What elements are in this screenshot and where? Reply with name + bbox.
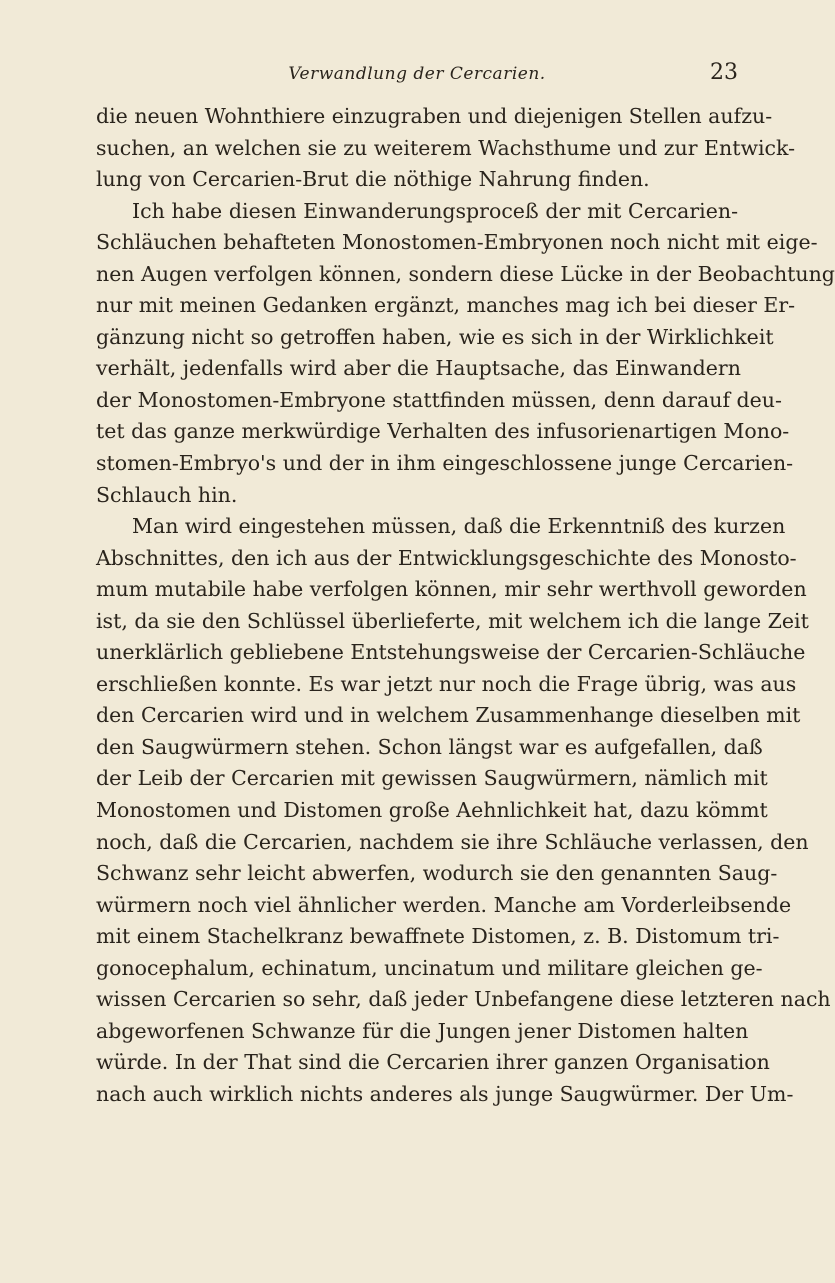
text-line: stomen-Embryo's und der in ihm eingeschlossene junge Cercarien- xyxy=(96,451,794,476)
text-line: gänzung nicht so getroffen haben, wie es sich in der Wirklichkeit xyxy=(96,324,774,349)
text-line: Monostomen und Distomen große Aehnlichkeit hat, dazu kömmt xyxy=(96,798,768,823)
page-header xyxy=(96,60,738,92)
text-line: verhält, jedenfalls wird aber die Hauptsache, das Einwandern xyxy=(96,356,741,381)
page-number: 23 xyxy=(710,60,738,85)
text-line: wissen Cercarien so sehr, daß jeder Unbefangene diese letzteren nach xyxy=(96,987,831,1012)
text-line: Abschnittes, den ich aus der Entwicklungsgeschichte des Monosto- xyxy=(96,545,797,570)
text-line: nur mit meinen Gedanken ergänzt, manches mag ich bei dieser Er- xyxy=(96,293,796,318)
running-title: Verwandlung der Cercarien. xyxy=(288,64,546,84)
text-line: Schläuchen behafteten Monostomen-Embryonen noch nicht mit eige- xyxy=(96,230,818,255)
text-line: unerklärlich gebliebene Entstehungsweise der Cercarien-Schläuche xyxy=(96,640,806,665)
text-line: tet das ganze merkwürdige Verhalten des infusorienartigen Mono- xyxy=(96,419,790,444)
text-line: lung von Cercarien-Brut die nöthige Nahrung finden. xyxy=(96,167,650,192)
text-line: würmern noch viel ähnlicher werden. Manche am Vorderleibsende xyxy=(96,892,792,917)
text-line: erschließen konnte. Es war jetzt nur noch die Frage übrig, was aus xyxy=(96,671,797,696)
text-line: mit einem Stachelkranz bewaffnete Distomen, z. B. Distomum tri- xyxy=(96,924,780,949)
body-text xyxy=(96,101,835,1111)
text-line: mum mutabile habe verfolgen können, mir sehr werthvoll geworden xyxy=(96,577,807,602)
text-line: ist, da sie den Schlüssel überlieferte, mit welchem ich die lange Zeit xyxy=(96,608,809,633)
text-line: gonocephalum, echinatum, uncinatum und militare gleichen ge- xyxy=(96,955,763,980)
text-line: noch, daß die Cercarien, nachdem sie ihre Schläuche verlassen, den xyxy=(96,829,809,854)
text-line: den Cercarien wird und in welchem Zusammenhange dieselben mit xyxy=(96,703,801,728)
text-line: nach auch wirklich nichts anderes als junge Saugwürmer. Der Um- xyxy=(96,1081,794,1106)
text-line: nen Augen verfolgen können, sondern diese Lücke in der Beobachtung xyxy=(96,261,835,286)
text-line: Ich habe diesen Einwanderungsproceß der mit Cercarien- xyxy=(132,198,738,223)
text-line: Schwanz sehr leicht abwerfen, wodurch sie den genannten Saug- xyxy=(96,861,778,886)
text-line: der Leib der Cercarien mit gewissen Saugwürmern, nämlich mit xyxy=(96,766,768,791)
text-line: abgeworfenen Schwanze für die Jungen jener Distomen halten xyxy=(96,1018,749,1043)
text-line: würde. In der That sind die Cercarien ihrer ganzen Organisation xyxy=(96,1050,770,1075)
text-line: der Monostomen-Embryone stattfinden müssen, denn darauf deu- xyxy=(96,387,782,412)
text-line: suchen, an welchen sie zu weiterem Wachsthume und zur Entwick- xyxy=(96,135,796,160)
text-line: Schlauch hin. xyxy=(96,482,238,507)
text-line: Man wird eingestehen müssen, daß die Erkenntniß des kurzen xyxy=(132,514,786,539)
text-line: die neuen Wohnthiere einzugraben und diejenigen Stellen aufzu- xyxy=(96,104,773,128)
text-line: den Saugwürmern stehen. Schon längst war es aufgefallen, daß xyxy=(96,734,763,759)
